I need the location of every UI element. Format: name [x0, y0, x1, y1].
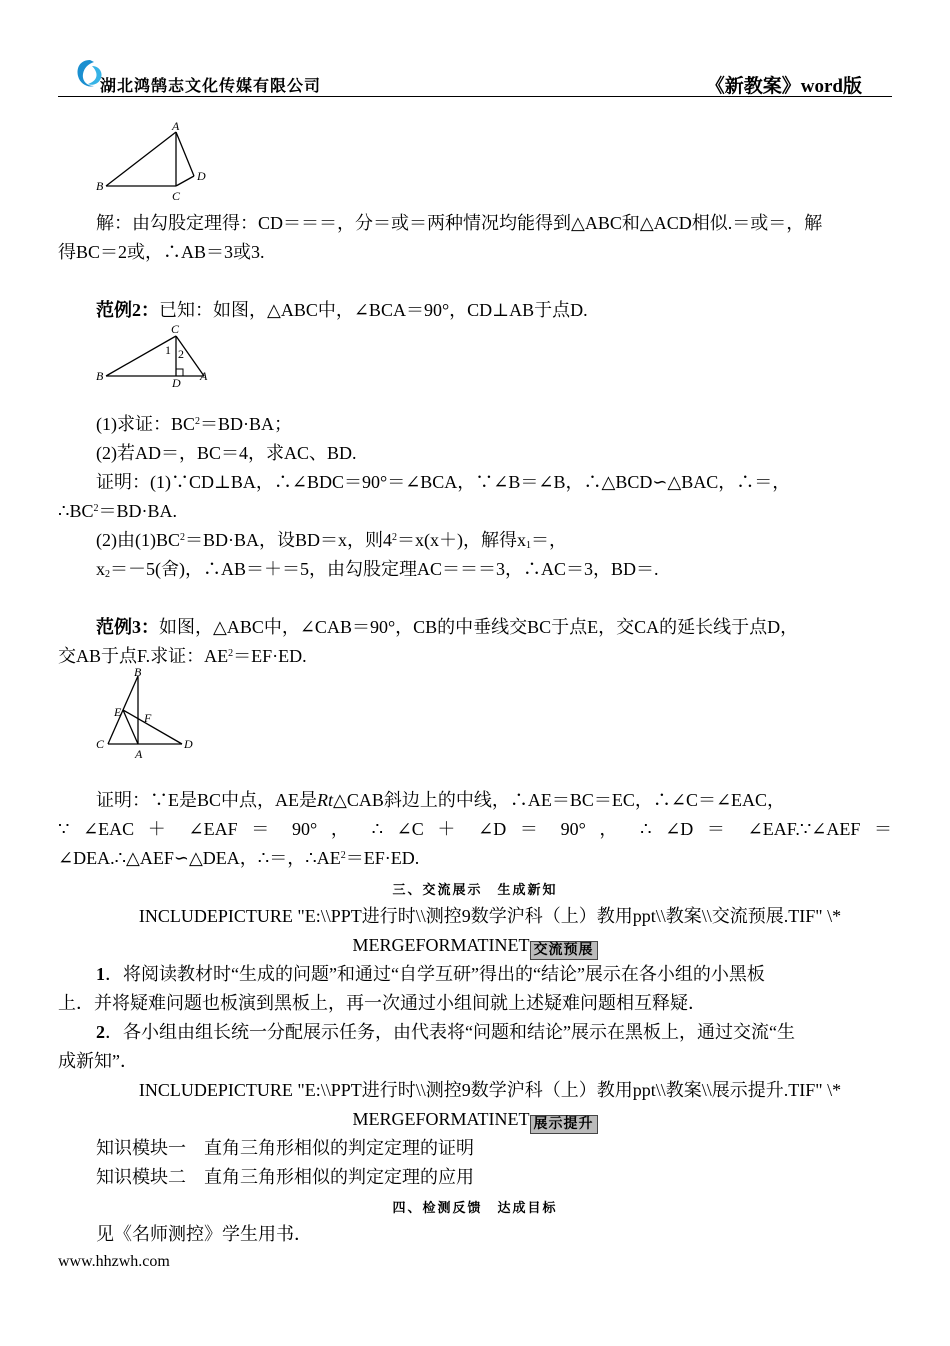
fig2-label-d: D — [172, 376, 181, 388]
section-4-text: 见《名师测控》学生用书． — [96, 1224, 312, 1244]
fig2-label-a: A — [200, 369, 208, 383]
header-company: 湖北鸿鹄志文化传媒有限公司 — [100, 76, 322, 95]
section-3-item1: 1．将阅读教材时“生成的问题”和通过“自学互研”得出的“结论”展示在各小组的小黑板 — [96, 964, 765, 984]
section-3-item2b: 成新知”． — [58, 1051, 138, 1071]
include-1-line2: MERGEFORMATINET 交流预展 — [58, 931, 892, 960]
example-2-label: 范例2： — [96, 300, 159, 320]
example-3-proof-b: ∵ ∠EAC ＋ ∠EAF ＝ 90° ， ∴ ∠C ＋ ∠D ＝ 90° ， ∴ ∠D ＝ ∠EAF.∵∠AEF ＝ — [58, 819, 892, 839]
fig3-label-d: D — [184, 737, 193, 751]
include-2-line1: INCLUDEPICTURE "E:\\PPT进行时\\测控9数学沪科（上）教用ppt\\教案\\展示提升.TIF" \* — [138, 1080, 842, 1100]
example-2-q1: (1)求证：$BC^2=BD\cdot BA$； — [96, 414, 293, 434]
example-3-label: 范例3： — [96, 617, 159, 637]
footer-url[interactable]: www.hhzwh.com — [58, 1253, 170, 1270]
example-3-statement-2: 交AB于点F.求证：$AE^2=EF\cdot ED$. — [58, 646, 307, 666]
solution-1-line1: 解：由勾股定理得：CD＝＝＝，分＝或＝两种情况均能得到△ABC和△ACD相似.＝或＝，解 — [96, 213, 823, 233]
fig3-label-b: B — [134, 666, 142, 679]
example-3-proof-c: ∠DEA.∴△AEF∽△DEA，∴＝，$\therefore AE^2=EF\cdot ED$. — [58, 848, 420, 868]
header-edition: 《新教案》word版 — [705, 76, 862, 97]
section-3-title: 三、交流展示 生成新知 — [392, 883, 558, 898]
header-rule — [58, 96, 892, 97]
example-2-statement: 范例2：已知：如图，△ABC中，∠BCA＝90°，CD⊥AB于点D. — [96, 300, 588, 320]
example-2-proof1b: $\therefore BC^2=BD\cdot BA$. — [58, 501, 177, 521]
fig1-label-b: B — [96, 179, 104, 193]
fig1-label-d: D — [197, 169, 206, 183]
fig1-label-c: C — [172, 189, 181, 203]
example-2-q2: (2)若AD＝，BC＝4，求AC、BD. — [96, 443, 357, 463]
module-2: 知识模块二 直角三角形相似的判定定理的应用 — [96, 1167, 474, 1187]
fig2-label-2: 2 — [178, 347, 184, 361]
example-3-statement: 范例3：如图，△ABC中，∠CAB＝90°，CB的中垂线交BC于点E，交CA的延长线于点D， — [96, 617, 799, 637]
include-2-line2: MERGEFORMATINET 展示提升 — [58, 1105, 892, 1134]
fig3-label-c: C — [96, 737, 105, 751]
example-2-proof2a: (2)由$(1)BC^2=BD\cdot BA$，设BD＝x，则$4^2=x(x+)$，解得$x_1=$， — [96, 530, 568, 551]
fig2-label-c: C — [171, 322, 180, 336]
example-2-proof1: 证明：(1)∵CD⊥BA，∴∠BDC＝90°＝∠BCA，∵∠B＝∠B，∴△BCD∽△BAC，∴＝， — [96, 472, 791, 492]
fig3-label-f: F — [144, 711, 152, 725]
section-3-item1b: 上．并将疑难问题也板演到黑板上，再一次通过小组间就上述疑难问题相互释疑． — [58, 993, 706, 1013]
figure-3 — [92, 666, 202, 767]
example-3-proof-a: 证明：∵E是BC中点，AE是Rt△CAB斜边上的中线，∴AE＝BC＝EC，∴∠C＝∠EAC， — [96, 790, 786, 810]
fig1-label-a: A — [172, 119, 180, 133]
module-1: 知识模块一 直角三角形相似的判定定理的证明 — [96, 1138, 474, 1158]
section-4-title: 四、检测反馈 达成目标 — [392, 1201, 558, 1216]
fig2-label-1: 1 — [165, 343, 171, 357]
figure-2 — [92, 322, 222, 393]
solution-1-line2: 得BC＝2或，∴AB＝3或3. — [58, 242, 265, 262]
badge-exchange: 交流预展 — [530, 941, 598, 960]
include-1-line1: INCLUDEPICTURE "E:\\PPT进行时\\测控9数学沪科（上）教用ppt\\教案\\交流预展.TIF" \* — [138, 906, 842, 926]
section-3-item2: 2．各小组由组长统一分配展示任务，由代表将“问题和结论”展示在黑板上，通过交流“生 — [96, 1022, 795, 1042]
figure-1 — [92, 118, 222, 209]
fig3-label-e: E — [114, 705, 122, 719]
badge-show: 展示提升 — [530, 1115, 598, 1134]
fig3-label-a: A — [135, 747, 143, 761]
fig2-label-b: B — [96, 369, 104, 383]
example-2-proof2b: $x_2=-5$(舍)，∴AB＝＋＝5，由勾股定理AC＝＝＝3，∴AC＝3，BD＝. — [96, 559, 659, 580]
